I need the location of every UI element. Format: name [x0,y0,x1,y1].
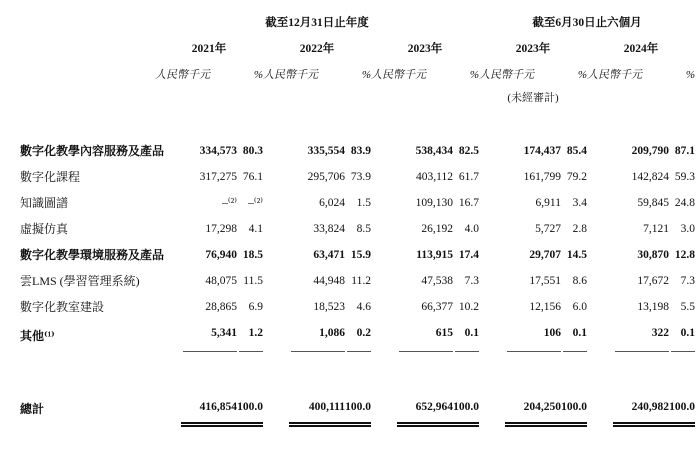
percent-cell [453,242,479,268]
amount-value: 161,799 [523,171,561,183]
unit-header: 人民幣千元 [587,69,642,81]
percent-cell [345,268,371,294]
percent-cell [453,190,479,216]
amount-value: 30,870 [637,249,669,261]
percent-header: % [469,69,479,81]
amount-cell [479,294,561,320]
amount-cell [587,394,669,424]
percent-cell [669,394,695,424]
amount-cell [155,320,237,352]
percent-cell [345,242,371,268]
amount-cell [263,242,345,268]
table-row [20,138,695,164]
amount-cell [587,268,669,294]
amount-cell [479,216,561,242]
row-label: 其他⁽¹⁾ [20,329,55,343]
percent-value: 18.5 [242,249,263,261]
amount-value: 17,672 [637,275,669,287]
row-label: 數字化教學內容服務及產品 [20,144,165,158]
percent-value: 8.6 [572,275,587,287]
year-header-row [20,36,695,62]
percent-value: 6.9 [248,301,263,313]
period-group-annual: 截至12月31日止年度 [265,17,369,29]
percent-cell [345,294,371,320]
percent-value: 3.4 [572,197,587,209]
year-header: 2022年 [299,43,335,55]
percent-value: 8.5 [356,223,371,235]
percent-cell [345,320,371,352]
row-label-cell [20,268,155,294]
amount-value: 18,523 [313,301,345,313]
table-body [20,138,695,424]
amount-cell [263,138,345,164]
percent-value: 73.9 [350,171,371,183]
percent-cell [669,164,695,190]
amount-cell [587,320,669,352]
amount-value: 538,434 [415,145,453,157]
percent-cell [237,242,263,268]
amount-cell [479,320,561,352]
percent-cell [561,138,587,164]
row-label-cell [20,216,155,242]
amount-value: 335,554 [307,145,345,157]
percent-cell [237,268,263,294]
amount-cell [371,294,453,320]
percent-cell [669,294,695,320]
percent-value: 83.9 [350,145,371,157]
percent-value: 0.1 [455,320,479,352]
percent-value: 1.5 [356,197,371,209]
percent-cell [453,320,479,352]
amount-cell [155,268,237,294]
amount-cell [371,394,453,424]
percent-value: 82.5 [458,145,479,157]
amount-cell [155,294,237,320]
percent-cell [237,394,263,424]
percent-cell [669,216,695,242]
percent-cell [561,190,587,216]
amount-value: 106 [507,320,561,352]
amount-value: 6,911 [535,197,561,209]
amount-value: 652,964 [397,394,453,424]
percent-cell [237,320,263,352]
unit-header-row [20,62,695,88]
percent-cell [237,164,263,190]
amount-cell [263,190,345,216]
amount-value: 416,854 [181,394,237,424]
percent-value: 0.2 [347,320,371,352]
percent-cell [669,268,695,294]
percent-value: 100.0 [561,394,587,424]
amount-cell [155,138,237,164]
amount-value: 334,573 [199,145,237,157]
percent-value: 100.0 [237,394,263,424]
percent-cell [561,294,587,320]
amount-value: 66,377 [421,301,453,313]
percent-cell [453,294,479,320]
percent-value: 10.2 [458,301,479,313]
row-label: 數字化教學環境服務及產品 [20,248,165,262]
amount-value: 7,121 [643,223,669,235]
percent-cell [561,394,587,424]
amount-cell [371,320,453,352]
amount-cell [155,216,237,242]
amount-cell [587,164,669,190]
amount-cell [263,164,345,190]
amount-cell [371,190,453,216]
table-row-total [20,394,695,424]
amount-cell [263,294,345,320]
row-label: 雲LMS (學習管理系統) [20,274,140,288]
percent-value: 100.0 [669,394,695,424]
percent-cell [561,268,587,294]
amount-value: 17,551 [529,275,561,287]
row-label: 虛擬仿真 [20,222,69,236]
percent-value: 76.1 [242,171,263,183]
percent-value: 7.3 [680,275,695,287]
table-row [20,242,695,268]
amount-cell [263,394,345,424]
row-label-cell [20,242,165,268]
percent-cell [453,268,479,294]
percent-value: 1.2 [239,320,263,352]
amount-cell [479,394,561,424]
percent-value: 100.0 [453,394,479,424]
amount-cell [371,138,453,164]
amount-value: 295,706 [307,171,345,183]
row-label-cell [20,138,165,164]
year-header: 2023年 [515,43,551,55]
amount-cell [371,164,453,190]
percent-value: 7.3 [464,275,479,287]
percent-value: –⁽²⁾ [248,197,263,209]
table-row [20,268,695,294]
percent-cell [561,320,587,352]
percent-cell [561,216,587,242]
percent-header: % [253,69,263,81]
percent-cell [345,164,371,190]
unaudited-note-row [20,88,695,108]
amount-value: 317,275 [199,171,237,183]
year-header: 2021年 [191,43,227,55]
percent-value: 3.0 [680,223,695,235]
amount-cell [587,190,669,216]
amount-cell [371,242,453,268]
table-row [20,190,695,216]
percent-value: 100.0 [345,394,371,424]
amount-value: 174,437 [523,145,561,157]
table-row [20,164,695,190]
amount-value: –⁽²⁾ [222,197,237,209]
table-row-other [20,320,695,352]
row-label: 數字化課程 [20,170,81,184]
percent-value: 0.1 [671,320,695,352]
amount-value: 322 [615,320,669,352]
percent-header: % [577,69,587,81]
empty-cell [587,88,695,108]
empty-cell [20,62,155,88]
row-label-cell [20,190,155,216]
amount-value: 1,086 [291,320,345,352]
percent-value: 4.1 [248,223,263,235]
amount-cell [263,216,345,242]
unit-header: 人民幣千元 [479,69,534,81]
percent-value: 79.2 [566,171,587,183]
amount-cell [587,294,669,320]
percent-value: 6.0 [572,301,587,313]
percent-cell [669,190,695,216]
percent-cell [345,138,371,164]
percent-value: 59.3 [674,171,695,183]
unit-header: 人民幣千元 [155,69,210,81]
percent-cell [669,320,695,352]
amount-value: 76,940 [205,249,237,261]
percent-cell [345,216,371,242]
amount-value: 12,156 [529,301,561,313]
row-label-cell [20,164,155,190]
amount-cell [155,394,237,424]
amount-cell [479,164,561,190]
percent-cell [237,138,263,164]
amount-cell [479,138,561,164]
row-label: 數字化教室建設 [20,300,105,314]
amount-cell [479,190,561,216]
percent-value: 61.7 [458,171,479,183]
year-header: 2024年 [623,43,659,55]
amount-cell [155,164,237,190]
table-row [20,216,695,242]
percent-cell [453,138,479,164]
amount-cell [155,190,237,216]
header-spacer [20,108,695,138]
period-group-row [20,10,695,36]
percent-value: 11.2 [351,275,371,287]
percent-cell [237,216,263,242]
percent-value: 24.8 [674,197,695,209]
amount-value: 33,824 [313,223,345,235]
percent-cell [453,394,479,424]
amount-cell [155,242,237,268]
percent-cell [453,216,479,242]
percent-cell [237,294,263,320]
amount-value: 403,112 [416,171,453,183]
amount-value: 26,192 [421,223,453,235]
table-header [20,10,695,138]
percent-value: 11.5 [243,275,263,287]
amount-value: 204,250 [505,394,561,424]
pre-total-spacer [20,352,695,394]
percent-value: 2.8 [572,223,587,235]
amount-value: 240,982 [613,394,669,424]
amount-cell [479,268,561,294]
percent-value: 15.9 [350,249,371,261]
percent-value: 4.6 [356,301,371,313]
year-header: 2023年 [407,43,443,55]
percent-cell [669,138,695,164]
amount-value: 109,130 [415,197,453,209]
percent-cell [561,164,587,190]
amount-value: 48,075 [205,275,237,287]
percent-value: 16.7 [458,197,479,209]
amount-cell [479,242,561,268]
percent-value: 12.8 [674,249,695,261]
row-label: 總計 [20,402,45,416]
row-label: 知識圖譜 [20,196,69,210]
unaudited-note: (未經審計) [507,92,559,104]
unit-header: 人民幣千元 [371,69,426,81]
amount-value: 615 [399,320,453,352]
amount-value: 28,865 [205,301,237,313]
amount-value: 44,948 [313,275,345,287]
row-label-cell [20,294,155,320]
percent-cell [237,190,263,216]
amount-value: 113,915 [416,249,453,261]
amount-value: 59,845 [637,197,669,209]
percent-value: 85.4 [566,145,587,157]
amount-value: 142,824 [631,171,669,183]
percent-value: 80.3 [242,145,263,157]
amount-cell [371,268,453,294]
row-label-cell [20,394,155,424]
table-row [20,294,695,320]
amount-cell [587,138,669,164]
amount-cell [263,320,345,352]
amount-value: 400,111 [289,394,345,424]
amount-cell [263,268,345,294]
percent-value: 17.4 [458,249,479,261]
empty-cell [20,36,155,62]
revenue-breakdown-table [20,10,695,424]
amount-value: 29,707 [529,249,561,261]
percent-value: 5.5 [680,301,695,313]
percent-value: 4.0 [464,223,479,235]
empty-cell [20,88,479,108]
amount-value: 5,727 [535,223,561,235]
percent-cell [669,242,695,268]
percent-header: % [685,69,695,81]
period-group-interim: 截至6月30日止六個月 [532,17,642,29]
percent-header: % [361,69,371,81]
amount-cell [371,216,453,242]
percent-value: 14.5 [566,249,587,261]
percent-value: 87.1 [674,145,695,157]
percent-cell [561,242,587,268]
amount-cell [587,216,669,242]
amount-value: 47,538 [421,275,453,287]
amount-value: 209,790 [631,145,669,157]
amount-cell [587,242,669,268]
amount-value: 13,198 [637,301,669,313]
percent-cell [453,164,479,190]
percent-value: 0.1 [563,320,587,352]
row-label-cell [20,320,155,352]
empty-cell [20,10,155,36]
amount-value: 5,341 [183,320,237,352]
prospectus-page [0,10,700,451]
amount-value: 17,298 [205,223,237,235]
percent-cell [345,190,371,216]
amount-value: 6,024 [319,197,345,209]
amount-value: 63,471 [313,249,345,261]
percent-cell [345,394,371,424]
unit-header: 人民幣千元 [263,69,318,81]
